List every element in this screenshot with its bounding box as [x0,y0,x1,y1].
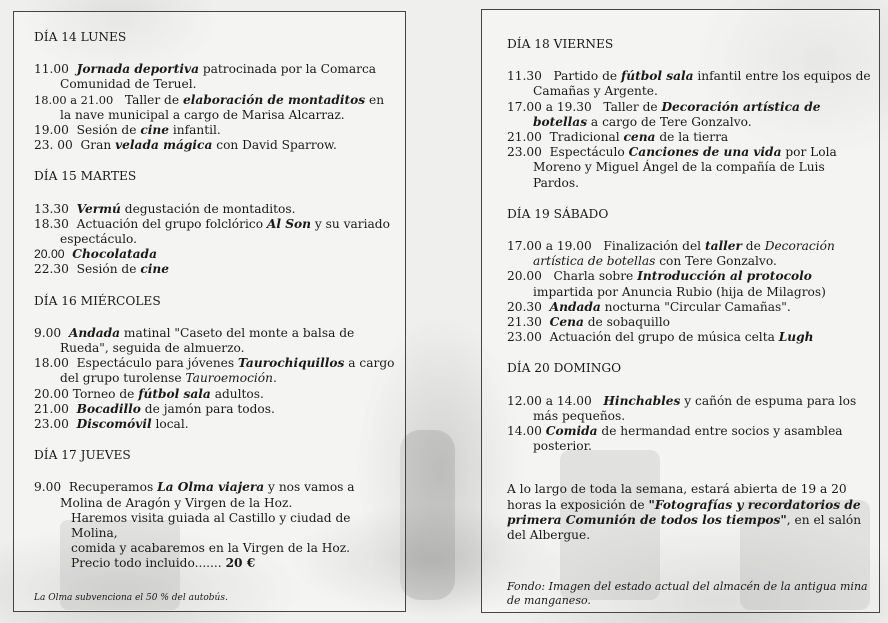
day-heading: DÍA 17 JUEVES [34,448,131,463]
bus-subsidy-note: La Olma subvenciona el 50 % del autobús. [34,593,228,603]
day-18 [507,37,873,191]
program-left-panel [13,11,406,612]
event-entry: 11.00 Jornada deportiva patrocinada por la Comarca Comunidad de Teruel. [34,62,377,92]
trip-price-line: Precio todo incluido....... 20 € [71,556,256,571]
trip-line: comida y acabaremos en la Virgen de la Hoz. [71,541,351,556]
event-entry: 18.30 Actuación del grupo folclórico Al Son y su variado espectáculo. [34,216,390,247]
trip-line: Haremos visita guiada al Castillo y ciudad de Molina, [71,510,351,541]
event-entry: 9.00 Recuperamos La Olma viajera y nos vamos a Molina de Aragón y Virgen de la Hoz. [34,480,355,510]
event-entry: 18.00 Espectáculo para jóvenes Taurochiquillos a cargo del grupo turolense Tauroemoción. [34,356,395,386]
event-entry: 20.00 Charla sobre Introducción al protocolo impartida por Anuncia Rubio (hija de Milagros) [507,269,826,299]
day-16 [34,294,397,433]
event-entry: 14.00 Comida de hermandad entre socios y asamblea posterior. [507,424,843,454]
event-entry: 20.30 Andada nocturna "Circular Camañas". [507,299,791,314]
day-17 [34,448,397,571]
event-entry: 9.00 Andada matinal "Caseto del monte a balsa de Rueda", seguida de almuerzo. [34,325,355,356]
event-entry: 20.00 Torneo de fútbol sala adultos. [34,386,264,401]
event-entry: 21.00 Bocadillo de jamón para todos. [34,401,275,416]
day-heading: DÍA 19 SÁBADO [507,206,609,221]
event-entry: 19.00 Sesión de cine infantil. [34,123,221,138]
day-15 [34,169,397,277]
day-heading: DÍA 16 MIÉRCOLES [34,293,161,308]
event-entry: 22.30 Sesión de cine [34,262,169,277]
day-heading: DÍA 15 MARTES [34,169,137,184]
day-heading: DÍA 14 LUNES [34,30,127,44]
event-entry: 13.30 Vermú degustación de montaditos. [34,201,296,216]
exhibition-note: A lo largo de toda la semana, estará abierta de 19 a 20 horas la exposición de "Fotografías y recordatorios de primera Comunión de todos los tiempos", en el salón del Albergue. [507,482,862,543]
event-entry: 21.30 Cena de sobaquillo [507,315,670,330]
event-entry: 18.00 a 21.00 Taller de elaboración de montaditos en la nave municipal a cargo de Marisa Alcarraz. [34,92,385,122]
day-heading: DÍA 20 DOMINGO [507,361,622,376]
event-entry: 23. 00 Gran velada mágica con David Sparrow. [34,138,337,153]
day-19 [507,207,873,346]
event-entry: 17.00 a 19.00 Finalización del taller de Decoración artística de botellas con Tere Gonzalvo. [507,239,835,269]
trip-details [34,511,397,572]
event-entry: 21.00 Tradicional cena de la tierra [507,130,729,145]
event-entry: 20.00 Chocolatada [34,247,157,262]
event-entry: 23.00 Actuación del grupo de música celta Lugh [507,330,814,345]
trip-price: 20 € [225,556,256,571]
day-heading: DÍA 18 VIERNES [507,37,614,51]
day-14 [34,30,397,153]
background-caption: Fondo: Imagen del estado actual del almacén de la antigua mina de manganeso. [507,580,868,607]
event-entry: 11.30 Partido de fútbol sala infantil entre los equipos de Camañas y Argente. [507,69,871,99]
program-right-panel [481,9,880,613]
event-entry: 12.00 a 14.00 Hinchables y cañón de espuma para los más pequeños. [507,393,857,423]
event-entry: 23.00 Espectáculo Canciones de una vida por Lola Moreno y Miguel Ángel de la compañía de Luis Pardos. [507,145,837,190]
event-entry: 23.00 Discomóvil local. [34,417,189,432]
event-entry: 17.00 a 19.30 Taller de Decoración artística de botellas a cargo de Tere Gonzalvo. [507,99,821,129]
day-20 [507,361,873,454]
